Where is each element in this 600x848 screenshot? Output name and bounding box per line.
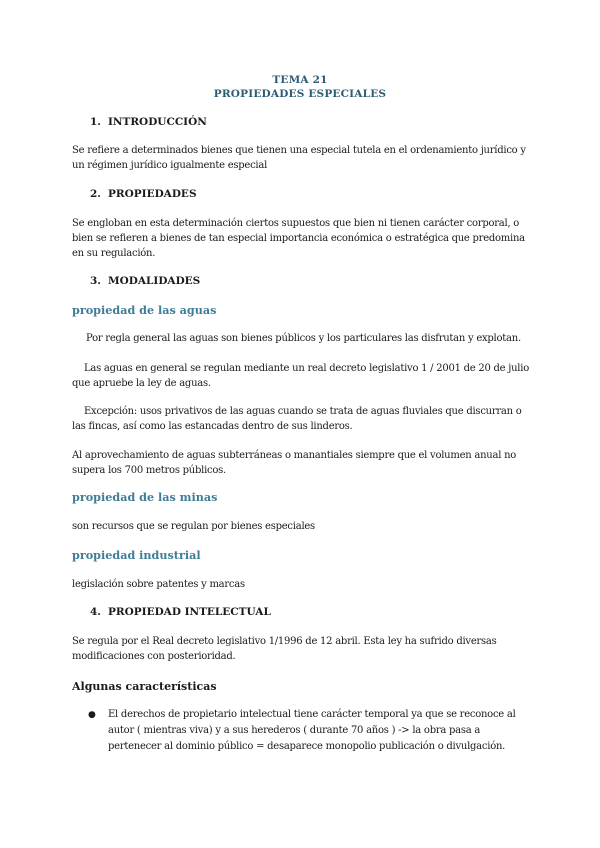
section-title: MODALIDADES <box>108 275 201 287</box>
subheading-minas: propiedad de las minas <box>72 490 218 504</box>
aguas-paragraph-2-line-2: que apruebe la ley de aguas. <box>72 378 211 389</box>
section-title: INTRODUCCIÓN <box>108 116 207 128</box>
section-heading-propiedad-intelectual <box>90 606 271 618</box>
section-heading-propiedades <box>90 188 197 200</box>
subheading-industrial: propiedad industrial <box>72 548 201 562</box>
aguas-paragraph-1: Por regla general las aguas son bienes públicos y los particulares las disfrutan y explotan. <box>86 333 521 344</box>
section-heading-modalidades <box>90 275 200 287</box>
bullet-line-2: autor ( mientras viva) y a sus herederos ( durante 70 años ) -> la obra pasa a <box>108 725 481 736</box>
aguas-paragraph-4-line-1: Al aprovechamiento de aguas subterráneas o manantiales siempre que el volumen anual no <box>72 450 517 461</box>
document-title-number: TEMA 21 <box>272 74 328 86</box>
section-number: 3. <box>90 275 101 287</box>
bullet-line-3: pertenecer al dominio público = desaparece monopolio publicación o divulgación. <box>108 741 506 752</box>
bullet-line-1: El derechos de propietario intelectual tiene carácter temporal ya que se reconoce al <box>108 709 516 720</box>
aguas-paragraph-3-line-1: Excepción: usos privativos de las aguas cuando se trata de aguas fluviales que discurran o <box>84 406 522 417</box>
aguas-paragraph-4-line-2: supera los 700 metros públicos. <box>72 465 226 476</box>
section-number: 1. <box>90 116 101 128</box>
section-title: PROPIEDAD INTELECTUAL <box>108 606 271 618</box>
subheading-aguas: propiedad de las aguas <box>72 303 217 317</box>
propiedades-line-1: Se engloban en esta determinación ciertos supuestos que bien ni tienen carácter corporal, o <box>72 218 520 229</box>
section-heading-introduccion <box>90 116 207 128</box>
section-number: 4. <box>90 606 101 618</box>
document-title: PROPIEDADES ESPECIALES <box>213 88 387 100</box>
industrial-text: legislación sobre patentes y marcas <box>72 579 245 590</box>
intelectual-line-2: modificaciones con posterioridad. <box>72 651 236 662</box>
propiedades-line-3: en su regulación. <box>72 248 156 259</box>
aguas-paragraph-3-line-2: las fincas, así como las estancadas dentro de sus linderos. <box>72 421 353 432</box>
bullet-icon: ● <box>88 710 96 720</box>
propiedades-line-2: bien se refieren a bienes de tan especial importancia económica o estratégica que predomina <box>72 233 525 244</box>
intelectual-line-1: Se regula por el Real decreto legislativo 1/1996 de 12 abril. Esta ley ha sufrido diversas <box>72 636 497 647</box>
intro-line-1: Se refiere a determinados bienes que tienen una especial tutela en el ordenamiento jurídico y <box>72 145 526 156</box>
aguas-paragraph-2-line-1: Las aguas en general se regulan mediante un real decreto legislativo 1 / 2001 de 20 de julio <box>84 363 529 374</box>
caracteristicas-heading: Algunas características <box>72 680 217 693</box>
section-number: 2. <box>90 188 101 200</box>
minas-text: son recursos que se regulan por bienes especiales <box>72 521 315 532</box>
section-title: PROPIEDADES <box>108 188 197 200</box>
intro-line-2: un régimen jurídico igualmente especial <box>72 160 268 171</box>
